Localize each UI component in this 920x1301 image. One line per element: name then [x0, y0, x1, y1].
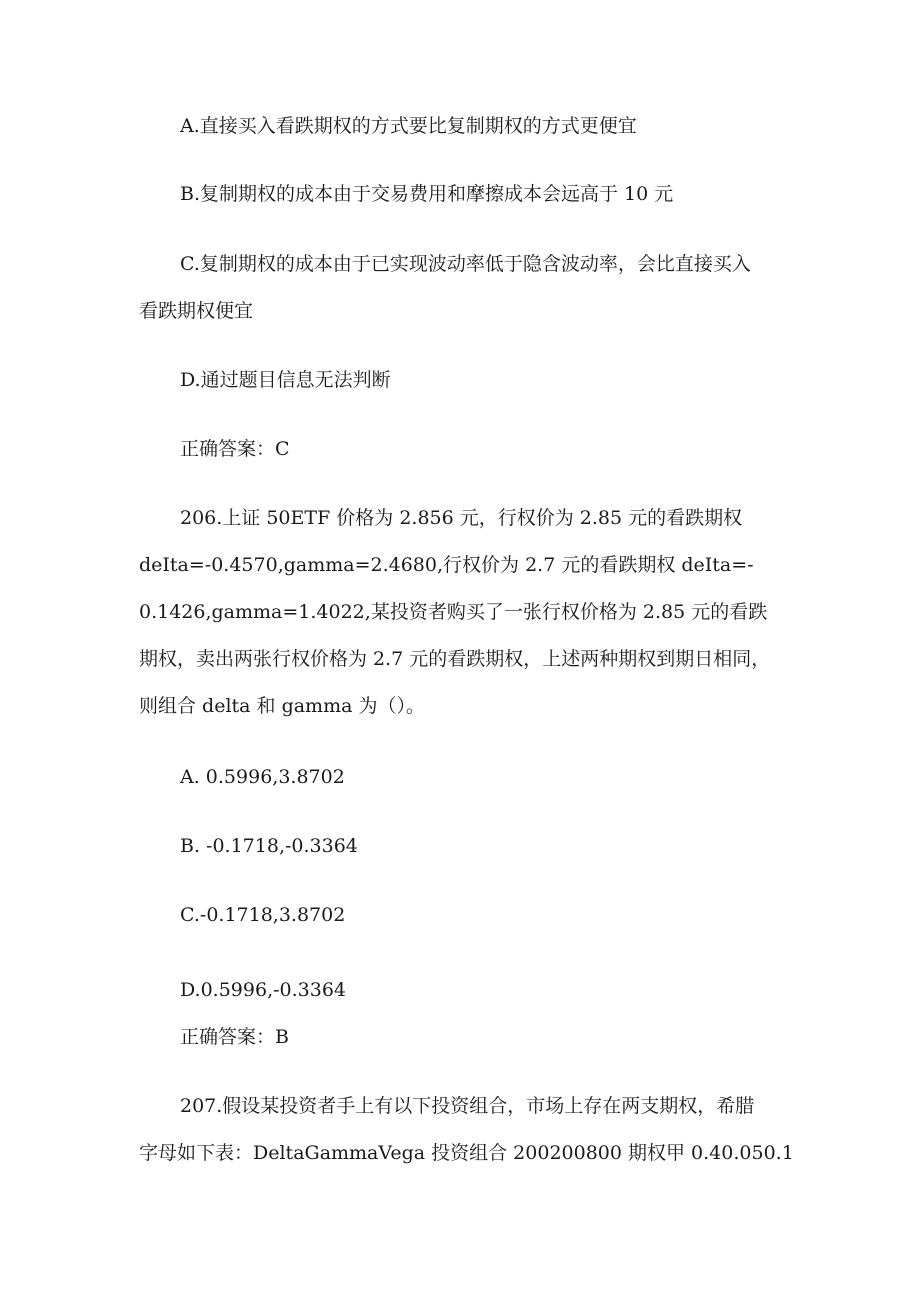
q207-stem-line-2: 字母如下表：DeltaGammaVega 投资组合 200200800 期权甲 0.40.050.1: [139, 1142, 794, 1164]
q206-option-b: B. -0.1718,-0.3364: [180, 835, 358, 857]
q206-answer: 正确答案：B: [180, 1026, 289, 1048]
q205-option-b: B.复制期权的成本由于交易费用和摩擦成本会远高于 10 元: [180, 183, 674, 205]
q205-option-d: D.通过题目信息无法判断: [180, 369, 391, 391]
q206-option-a: A. 0.5996,3.8702: [180, 766, 345, 788]
q205-answer: 正确答案：C: [180, 438, 290, 460]
q205-option-c-cont: 看跌期权便宜: [139, 300, 254, 322]
q206-option-c: C.-0.1718,3.8702: [180, 904, 346, 926]
q206-option-d: D.0.5996,-0.3364: [180, 979, 347, 1001]
q206-stem-line-1: 206.上证 50ETF 价格为 2.856 元，行权价为 2.85 元的看跌期权: [180, 507, 743, 529]
q207-stem-line-1: 207.假设某投资者手上有以下投资组合，市场上存在两支期权，希腊: [180, 1095, 755, 1117]
q206-stem-line-4: 期权，卖出两张行权价格为 2.7 元的看跌期权，上述两种期权到期日相同，: [139, 648, 771, 670]
q206-stem-line-5: 则组合 delta 和 gamma 为（）。: [139, 695, 425, 717]
q206-stem-line-3: 0.1426,gamma=1.4022,某投资者购买了一张行权价格为 2.85 元的看跌: [139, 601, 768, 623]
q206-stem-line-2: deIta=-0.4570,gamma=2.4680,行权价为 2.7 元的看跌期权 deIta=-: [139, 554, 754, 576]
q205-option-a: A.直接买入看跌期权的方式要比复制期权的方式更便宜: [180, 115, 637, 137]
q205-option-c: C.复制期权的成本由于已实现波动率低于隐含波动率，会比直接买入: [180, 253, 751, 275]
